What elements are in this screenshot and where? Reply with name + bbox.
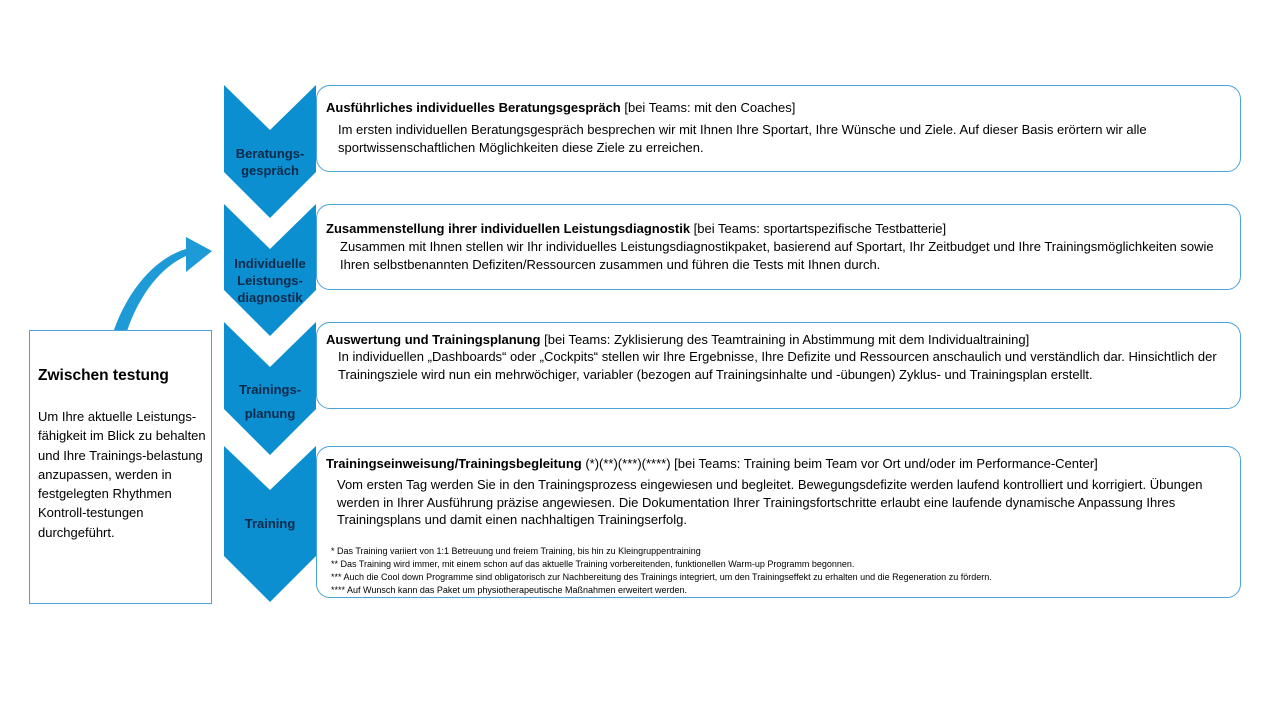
footnotes <box>331 545 992 597</box>
chevron-label-training: Training <box>244 516 296 531</box>
chevron-label-beratung: Beratungs- gespräch <box>235 146 305 178</box>
step-body-beratung: Im ersten individuellen Beratungsgespräch besprechen wir mit Ihnen Ihre Sportart, Ihre Wünsche und Ziele. Auf dieser Basis erörtern wir alle sportwissenschaftlichen Möglichkeiten diese Ziele zu erreichen. <box>338 122 1147 155</box>
footnote: **** Auf Wunsch kann das Paket um physiotherapeutische Maßnahmen erweitert werden. <box>331 585 688 595</box>
footnote: * Das Training variiert von 1:1 Betreuung und freiem Training, bis hin zu Kleingruppentraining <box>331 546 701 556</box>
zwischentestung-title: Zwischen testung <box>38 367 169 384</box>
step-body-diagnostik: Zusammen mit Ihnen stellen wir Ihr individuelles Leistungsdiagnostikpaket, basierend auf Sportart, Ihr Zeitbudget und Ihre Trainingsmöglichkeiten sowie Ihren selbstbenannten Defiziten/Ressourcen zusammen und führen die Tests mit Ihnen durch. <box>340 239 1214 272</box>
step-body-planung: In individuellen „Dashboards“ oder „Cockpits“ stellen wir Ihre Ergebnisse, Ihre Defizite und Ressourcen anschaulich und verständlich dar. Hinsichtlich der Trainingsziele wird nun ein mehrwöchiger, variabler (bezogen auf Trainingsinhalte und -übungen) Zyklus- und Trainingsplan erstellt. <box>338 349 1217 382</box>
chevron-label-planung: Trainings- planung <box>238 382 302 421</box>
zwischentestung-box <box>29 330 212 604</box>
step-body-training: Vom ersten Tag werden Sie in den Trainingsprozess eingewiesen und begleitet. Bewegungsdefizite werden laufend kontrolliert und korrigiert. Übungen werden in Ihrer Ausführung präzise angewiesen. Die Dokumentation Ihrer Trainingsfortschritte erlaubt eine laufende dynamische Anpassung Ihres Trainingsplans und damit einen nachhaltigen Trainingserfolg. <box>337 477 1203 527</box>
step-title-planung: Auswertung und Trainingsplanung [bei Teams: Zyklisierung des Teamtraining in Abstimmung mit dem Individualtraining] <box>326 332 1030 347</box>
chevron-label-diagnostik: Individuelle Leistungs- diagnostik <box>234 256 306 305</box>
zwischentestung-text: Um Ihre aktuelle Leistungs-fähigkeit im Blick zu behalten und Ihre Trainings-belastung anzupassen, werden in festgelegten Rhythmen Kontroll-testungen durchgeführt. <box>38 409 206 540</box>
step-title-diagnostik: Zusammenstellung ihrer individuellen Leistungsdiagnostik [bei Teams: sportartspezifische Testbatterie] <box>326 221 947 236</box>
footnote: ** Das Training wird immer, mit einem schon auf das aktuelle Training vorbereitenden, funktionellen Warm-up Programm begonnen. <box>331 559 855 569</box>
step-title-training: Trainingseinweisung/Trainingsbegleitung (*)(**)(***)(****) [bei Teams: Training beim Team vor Ort und/oder im Performance-Center] <box>326 456 1098 471</box>
step-title-beratung: Ausführliches individuelles Beratungsgespräch [bei Teams: mit den Coaches] <box>326 100 796 115</box>
footnote: *** Auch die Cool down Programme sind obligatorisch zur Nachbereitung des Trainings integriert, um den Trainingseffekt zu erhalten und die Regeneration zu fördern. <box>331 572 992 582</box>
